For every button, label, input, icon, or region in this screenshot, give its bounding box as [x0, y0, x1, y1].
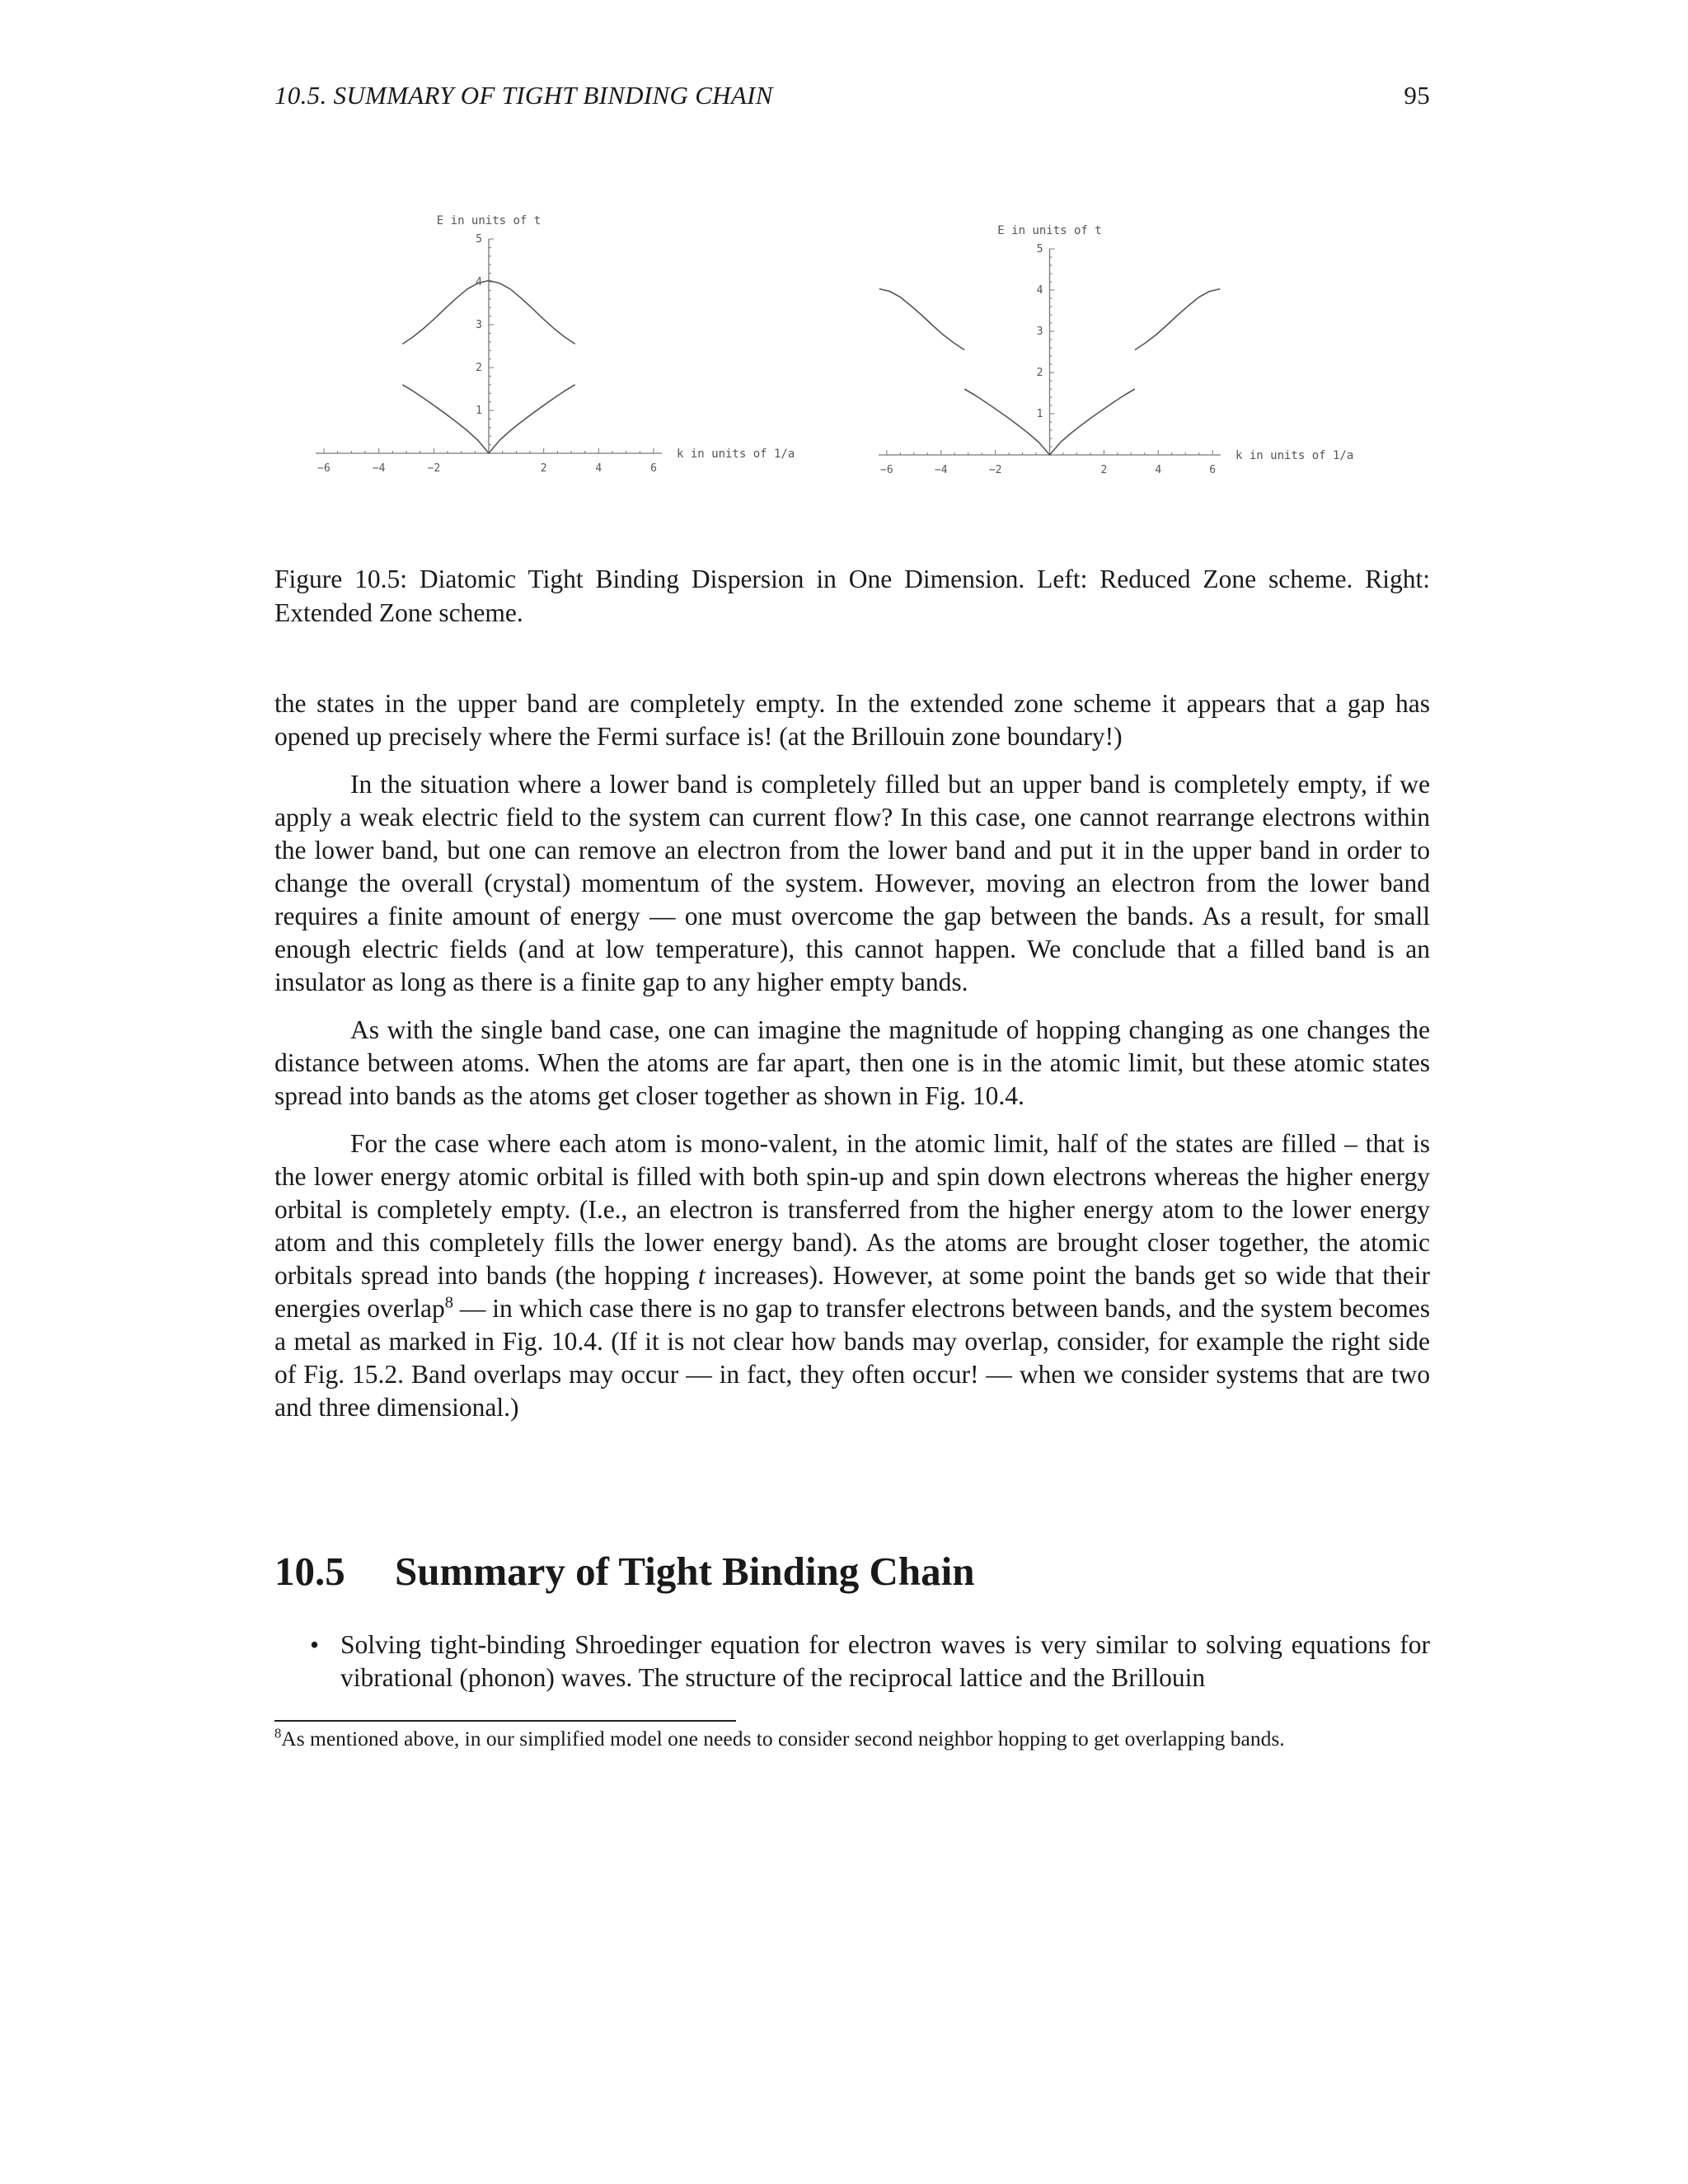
- band-curve: [879, 289, 964, 350]
- y-tick-label: 5: [476, 233, 482, 246]
- x-axis-label: k in units of 1/a: [1236, 449, 1354, 462]
- dispersion-figure: [274, 206, 1430, 519]
- x-tick-label: 4: [1155, 464, 1162, 476]
- x-tick-label: 6: [1209, 464, 1217, 476]
- y-tick-label: 3: [1036, 326, 1043, 338]
- y-tick-label: 1: [1036, 408, 1043, 420]
- x-tick-label: −4: [934, 464, 948, 476]
- paragraph-text: For the case where each atom is mono-valent, in the atomic limit, half of the states are filled – that is the lower energy atomic orbital is filled with both spin-up and spin down electrons whereas the higher energy orbital is completely empty. (I.e., an electron is transferred from the higher energy atom to the lower energy atom and this completely fills the lower energy band). As the atoms are brought closer together, the atomic orbitals spread into bands (the hopping: [274, 1129, 1430, 1290]
- x-tick-label: −4: [372, 462, 386, 475]
- paragraph: In the situation where a lower band is completely filled but an upper band is completely empty, if we apply a weak electric field to the system can current flow? In this case, one cannot rearrange electrons within the lower band, but one can remove an electron from the lower band and put it in the upper band in order to change the overall (crystal) momentum of the system. However, moving an electron from the lower band requires a finite amount of energy — one must overcome the gap between the bands. As a result, for small enough electric fields (and at low temperature), this cannot happen. We conclude that a filled band is an insulator as long as there is a finite gap to any higher empty bands.: [274, 770, 1430, 996]
- x-tick-label: −2: [988, 464, 1002, 476]
- list-item: • Solving tight-binding Shroedinger equation for electron waves is very similar to solving equations for vibrational (phonon) waves. The structure of the reciprocal lattice and the Brillouin: [274, 1629, 1430, 1694]
- x-tick-label: −6: [317, 462, 331, 475]
- paragraph-text: — in which case there is no gap to transfer electrons between bands, and the system becomes a metal as marked in Fig. 10.4. (If it is not clear how bands may overlap, consider, for example the right side of Fig. 15.2. Band overlaps may occur — in fact, they often occur! — when we consider systems that are two and three dimensional.): [274, 1294, 1430, 1422]
- y-tick-label: 2: [1036, 367, 1043, 379]
- section-title: Summary of Tight Binding Chain: [395, 1549, 975, 1594]
- x-tick-label: 6: [650, 462, 657, 475]
- x-tick-label: 4: [595, 462, 603, 475]
- x-tick-label: 2: [540, 462, 547, 475]
- summary-list: [274, 1629, 1430, 1694]
- paragraph-text: increases). However, at some point the bands get so wide that their energies overlap: [274, 1261, 1430, 1323]
- y-tick-label: 4: [1036, 284, 1043, 297]
- body-text: [274, 687, 1430, 1439]
- running-head: [274, 81, 1430, 117]
- footnote-divider: [274, 1720, 736, 1722]
- section-number: 10.5: [274, 1549, 345, 1594]
- y-axis-label: E in units of t: [997, 224, 1102, 237]
- paragraph: As with the single band case, one can imagine the magnitude of hopping changing as one changes the distance between atoms. When the atoms are far apart, then one is in the atomic limit, but these atomic states spread into bands as the atoms get closer together as shown in Fig. 10.4.: [274, 1015, 1430, 1110]
- footnote-reference[interactable]: 8: [444, 1293, 453, 1312]
- figure-caption: Figure 10.5: Diatomic Tight Binding Dispersion in One Dimension. Left: Reduced Zone scheme. Right: Extended Zone scheme.: [274, 565, 1430, 627]
- footnote-text: As mentioned above, in our simplified model one needs to consider second neighbor hopping to get overlapping bands.: [281, 1727, 1285, 1750]
- y-tick-label: 4: [476, 276, 482, 288]
- y-tick-label: 5: [1036, 243, 1043, 255]
- band-curve: [1135, 289, 1220, 350]
- y-tick-label: 3: [476, 319, 482, 331]
- paragraph: the states in the upper band are completely empty. In the extended zone scheme it appears that a gap has opened up precisely where the Fermi surface is! (at the Brillouin zone boundary!): [274, 689, 1430, 751]
- footnote: [274, 1726, 1430, 1752]
- y-tick-label: 1: [476, 405, 482, 417]
- running-title: 10.5. SUMMARY OF TIGHT BINDING CHAIN: [274, 81, 773, 110]
- paragraph: [274, 1127, 1430, 1424]
- x-axis-label: k in units of 1/a: [677, 448, 795, 461]
- section-heading: [274, 1548, 1430, 1595]
- page-number: 95: [1404, 81, 1430, 110]
- x-tick-label: −6: [880, 464, 893, 476]
- y-axis-label: E in units of t: [436, 214, 542, 227]
- y-tick-label: 2: [476, 362, 482, 374]
- figure-10-5: [274, 206, 1430, 519]
- x-tick-label: −2: [427, 462, 441, 475]
- footnote-mark: 8: [274, 1725, 282, 1741]
- x-tick-label: 2: [1100, 464, 1108, 476]
- math-symbol-t: t: [697, 1261, 706, 1290]
